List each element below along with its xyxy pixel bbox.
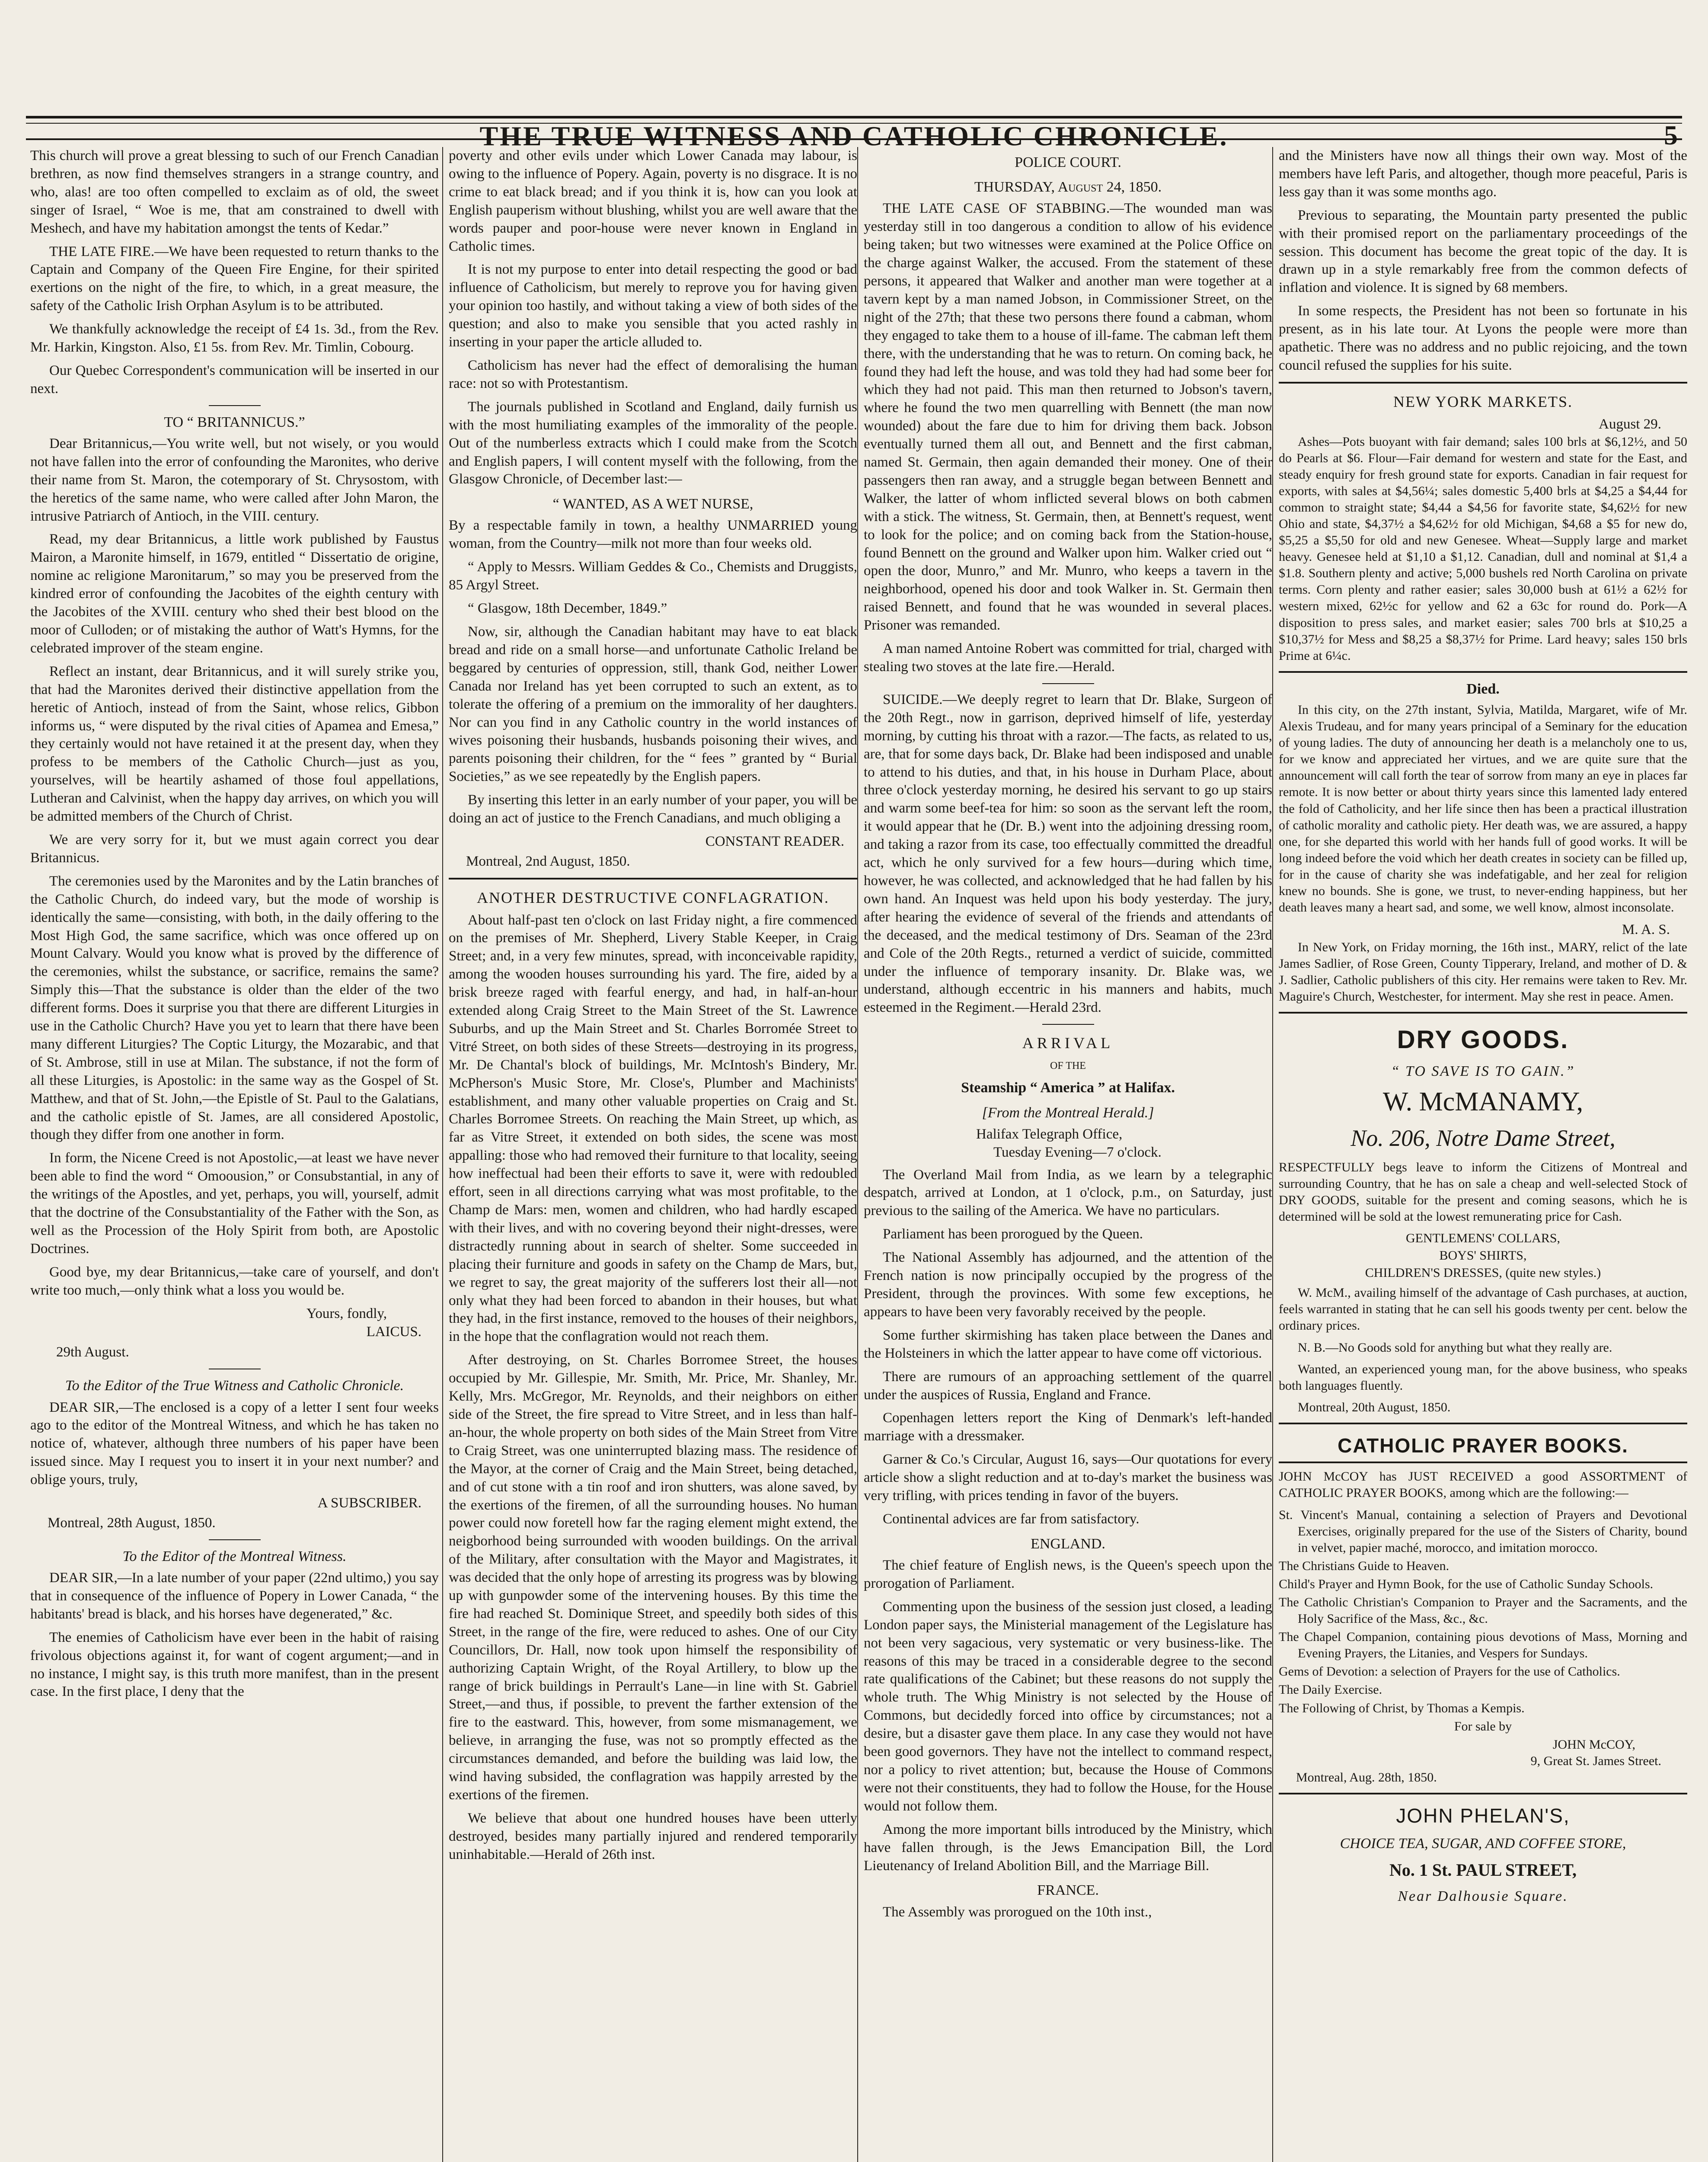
list-item: The Following of Christ, by Thomas a Kempis. [1279, 1701, 1525, 1715]
article-heading: ARRIVAL [1022, 1034, 1114, 1052]
article-paragraph: The Assembly was prorogued on the 10th inst., [883, 1904, 1152, 1920]
letter-paragraph: The enemies of Catholicism have ever been in the habit of raising frivolous objections against it, for want of cogent argument;—and in no instance, I might say, is this truth more manifest, than in the present case. In the first place, I deny that the [30, 1629, 439, 1700]
letter-paragraph: Good bye, my dear Britannicus,—take care of yourself, and don't write too much,—only think what a loss you would be. [30, 1264, 439, 1298]
article-paragraph: Garner & Co.'s Circular, August 16, says—Our quotations for every article show a slight reduction and at to-day's market the business was very trifling, with prices tending in favor of the buyers. [864, 1452, 1272, 1504]
dry-goods-motto: “ TO SAVE IS TO GAIN.” [1391, 1063, 1575, 1080]
masthead [26, 69, 1682, 151]
article-paragraph: Parliament has been prorogued by the Queen. [883, 1226, 1143, 1242]
article-paragraph: About half-past ten o'clock on last Friday night, a fire commenced on the premises of Mr. Shepherd, Livery Stable Keeper, in Craig Street; and, in a very few minutes, spread, with inconceivable rapidity, among the wooden houses surrounding his yard. The fire, aided by a brisk breeze raged with fearful energy, and had, in half-an-hour extended along Craig Street to the Main Street of the St. Lawrence Suburbs, and up the Main Street and St. Charles Borromée Street to Vitré Street, on both sides of these Streets—destroying in its progress, Mr. De Chantal's block of buildings, Mr. McIntosh's Bindery, Mr. McPherson's Music Store, Mr. Close's, Plumber and Machinists' establishment, and many other valuable properties on Craig and St. Charles Borromee Streets. On reaching the Main Street, up which, as far as Vitre Street, it extended on both sides, the scene was most appalling: those who had removed their furniture to that locality, seeing how ineffectual had been their efforts to save it, were with redoubled effort, seen in all directions carrying what was most profitable, to the Champ de Mars: men, women and children, who had hardly escaped with their lives, and with no covering beyond their night-dresses, were distractedly running about in search of shelter. Some succeeded in placing their furniture and goods in safety on the Champ de Mars, but, we regret to say, the great majority of the sufferers lost their all—not only what they had been forced to abandon in their houses, but what they had, in the first instance, removed to the houses of their neighbors, in the hope that the conflagration would not reach them. [449, 912, 857, 1345]
markets-report: Ashes—Pots buoyant with fair demand; sales 100 brls at $6,12½, and 50 do Pearls at $6. Flour—Fair demand for western and state for the East, and steady enquiry for fresh ground state for exports. Canadian in fair request for exports, with sales at $4,56¼; sales domestic 5,400 brls at $4,25 a $4,44 for common to straight state; $4,44 a $4,56 for favorite state, $4,62½ for new Ohio and state, $4,37½ a $4,62½ for old Michigan, $4,68 a $5 for new do, $5,25 a $5,50 for old and new Genesee. Wheat—Supply large and market heavy. Genesee held at $1,10 a $1,12. Canadian, dull and nominal at $1,4 a $1.8. Southern plenty and active; 5,000 bushels red North Carolina on private terms. Corn plenty and rather easier; sales 30,000 bush at 61½ a 62½ for western mixed, 62½c for yellow and 62 a 63c for round do. Pork—A disposition to press sales, and market easier; sales 700 brls at $10,25 a $10,37½ for Mess and $8,25 a $8,37½ for Prime. Lard heavy; sales 150 brls Prime at 6¼c. [1279, 434, 1687, 663]
dry-goods-address: No. 206, Notre Dame Street, [1350, 1125, 1615, 1151]
article-separator [209, 405, 261, 406]
phelan-address: No. 1 St. PAUL STREET, [1389, 1860, 1577, 1880]
article-separator [1042, 1024, 1094, 1025]
letter-paragraph: By inserting this letter in an early number of your paper, you will be doing an act of justice to the French Canadians, and much obliging a [449, 792, 857, 826]
article-paragraph: The National Assembly has adjourned, and the attention of the French nation is now principally occupied by the progress of the President, through the provinces. With some few exceptions, he appears to have been very favorably received by the people. [864, 1250, 1272, 1320]
dry-goods-text: RESPECTFULLY begs leave to inform the Citizens of Montreal and surrounding Country, that he has on sale a cheap and well-selected Stock of DRY GOODS, suitable for the present and coming seasons, which he is determined will be sold at the lowest remunerating price for Cash. [1279, 1160, 1687, 1224]
letter-paragraph: We are very sorry for it, but we must again correct you dear Britannicus. [30, 832, 439, 866]
prayer-books-seller: JOHN McCOY, [1552, 1737, 1635, 1752]
ad-separator [1279, 1012, 1687, 1014]
list-item: The Chapel Companion, containing pious devotions of Mass, Morning and Evening Prayers, the Litanies, and Vespers for Sundays. [1279, 1630, 1687, 1661]
article-paragraph: After destroying, on St. Charles Borromee Street, the houses occupied by Mr. Gillespie, Mr. Smith, Mr. Price, Mr. Shanley, Mr. Kelly, Mrs. McGregor, Mr. Reynolds, and their neighbors on either side of the Street, the fire spread to Vitre Street, and in less than half-an-hour, the whole property on both sides of the Main Street from Vitre to Craig Street, was one uninterrupted blazing mass. The residence of the Mayor, at the corner of Craig and the Main Street, being detached, and of cut stone with a tin roof and iron shutters, was alone saved, by the exertions of the firemen, of all the surrounding houses. No human power could now foretell how far the raging element might extend, the neigborhood being surrounded with wooden buildings. On the arrival of the Military, after consultation with the Mayor and Magistrates, it was decided that the only hope of arresting its progress was by blowing up with gunpowder some of the intervening houses. By this time the fire had reached St. Dominique Street, and speedily both sides of this Street, in the range of the fire, were reduced to ashes. One of our City Councillors, Dr. Hall, now took upon himself the responsibility of authorizing Captain Wright, of the Royal Artillery, to blow up the range of brick buildings in Perrault's Lane—in line with St. Gabriel Street,—and thus, if possible, to prevent the farther extension of the fire to the eastward. This, however, from some mismanagement, we believe, in arranging the fuse, was not so promptly effected as the circumstances demanded, and before the building was laid low, the wind having subsided, the conflagration was happily arrested by the exertions of the firemen. [449, 1352, 857, 1803]
article-separator [1042, 683, 1094, 684]
letter-paragraph: Reflect an instant, dear Britannicus, and it will surely strike you, that had the Maronites derived their distinctive appellation from the heretic of Antioch, instead of from the Saint, whose relics, Gibbon informs us, “ were disputed by the rival cities of Apamea and Emesa,” they certainly would not have retained it at the present day, when they profess to be members of the Catholic Church—just as you, yourselves, will be heartily ashamed of those foul appellations, Lutheran and Calvinist, when the happy day arrives, on which you will be admitted members of the Church of Christ. [30, 663, 439, 825]
dry-goods-title: DRY GOODS. [1397, 1026, 1569, 1054]
letter-date: Montreal, 2nd August, 1850. [466, 853, 630, 869]
prayer-books-address: 9, Great St. James Street. [1530, 1753, 1661, 1768]
ad-separator [1279, 1462, 1687, 1463]
list-item: St. Vincent's Manual, containing a selection of Prayers and Devotional Exercises, originally prepared for the use of the Sisters of Charity, bound in velvet, papier maché, morocco, and imitation morocco. [1279, 1507, 1687, 1555]
dry-goods-item: GENTLEMENS' COLLARS, [1405, 1231, 1561, 1245]
article-paragraph: There are rumours of an approaching settlement of the quarrel under the auspices of Russia, England and France. [864, 1369, 1272, 1403]
quoted-ad-apply: “ Apply to Messrs. William Geddes & Co., Chemists and Druggists, 85 Argyl Street. [449, 559, 857, 593]
obituary-heading: Died. [1466, 681, 1500, 697]
article-paragraph: Copenhagen letters report the King of Denmark's left-handed marriage with a dressmaker. [864, 1410, 1272, 1444]
article-paragraph: This church will prove a great blessing to such of our French Canadian brethren, as now find themselves strangers in a strange country, and who, alas! are too often compelled to exclaim as of old, the sweet singer of Israel, “ Woe is me, that am constrained to dwell with Meshech, and have my habitation amongst the tents of Kedar.” [30, 148, 439, 236]
list-item: The Daily Exercise. [1279, 1682, 1382, 1697]
letter-paragraph: It is not my purpose to enter into detail respecting the good or bad influence of Catholicism, but merely to reprove you for having given your opinion too hastily, and without taking a view of both sides of the question; and also to make you sensible that you acted rashly in inserting in your paper the article alluded to. [449, 262, 857, 350]
letter-heading: TO “ BRITANNICUS.” [164, 414, 305, 430]
article-suicide: SUICIDE.—We deeply regret to learn that Dr. Blake, Surgeon of the 20th Regt., now in garrison, deprived himself of life, yesterday morning, by cutting his throat with a razor.—The facts, as related to us, are, that for some days back, Dr. Blake had been indisposed and unable to attend to his duties, and that, in his house in Durham Place, about three o'clock yesterday morning, he desired his servant to go up stairs and warm some beef-tea for him: so soon as the servant left the room, it would appear that he (Dr. B.) went into the adjoining dressing room, and taking a razor from its case, too effectually committed the dreadful act, which he only survived for a few hours—during which time, however, he was collected, and acknowledged that he had fallen by his own hand. An Inquest was held upon his body yesterday. The jury, after hearing the evidence of several of the friends and attendants of the deceased, and the medical testimony of Drs. Seaman of the 23rd and Cole of the 20th Regts., returned a verdict of suicide, committed under the influence of temporary insanity. Dr. Blake was, we understand, although eccentric in his manners and habits, much esteemed in the Regiment.—Herald 23rd. [864, 691, 1272, 1016]
dry-goods-wanted: Wanted, an experienced young man, for the above business, who speaks both languages fluently. [1279, 1362, 1687, 1393]
dry-goods-item: CHILDREN'S DRESSES, (quite new styles.) [1365, 1266, 1601, 1280]
letter-paragraph: poverty and other evils under which Lower Canada may labour, is owing to the influence of Popery. Again, poverty is no disgrace. It is no crime to eat black bread; and if you think it is, how can you look at English pauperism without blushing, whilst you are well aware that the words pauper and poor-house were never known in England in Catholic times. [449, 148, 857, 254]
article-heading: FRANCE. [1037, 1882, 1099, 1899]
column-1 [30, 147, 439, 1706]
phelan-store: CHOICE TEA, SUGAR, AND COFFEE STORE, [1340, 1836, 1626, 1852]
phelan-near: Near Dalhousie Square. [1398, 1888, 1568, 1905]
article-separator [449, 878, 857, 880]
article-receipt: We thankfully acknowledge the receipt of £4 1s. 3d., from the Rev. Mr. Harkin, Kingston. Also, £1 5s. from Rev. Mr. Timlin, Cobourg. [30, 321, 439, 355]
prayer-books-sale: For sale by [1454, 1719, 1512, 1733]
quoted-ad-heading: “ WANTED, AS A WET NURSE, [552, 496, 753, 512]
prayer-books-intro: JOHN McCOY has JUST RECEIVED a good ASSORTMENT of CATHOLIC PRAYER BOOKS, among which are the following:— [1279, 1469, 1687, 1500]
dry-goods-merchant: W. McMANAMY, [1382, 1087, 1583, 1117]
markets-date: August 29. [1599, 416, 1661, 432]
letter-paragraph: The journals published in Scotland and England, daily furnish us with the most humiliating examples of the immorality of the people. Out of the numberless extracts which I could make from the Scotch and English papers, I will content myself with the following, from the Glasgow Chronicle, of December last:— [449, 399, 857, 487]
article-subheading: Steamship “ America ” at Halifax. [961, 1080, 1175, 1096]
article-paragraph: The chief feature of English news, is the Queen's speech upon the prorogation of Parliament. [864, 1558, 1272, 1591]
letter-signoff: Yours, fondly, [306, 1305, 387, 1321]
letter-signature: LAICUS. [366, 1324, 421, 1340]
letter-signature: CONSTANT READER. [705, 833, 844, 849]
prayer-books-title: CATHOLIC PRAYER BOOKS. [1338, 1434, 1628, 1457]
dry-goods-text: W. McM., availing himself of the advantage of Cash purchases, at auction, feels warranted in stating that he can sell his goods twenty per cent. below the ordinary prices. [1279, 1286, 1687, 1333]
article-source: [From the Montreal Herald.] [982, 1104, 1154, 1121]
article-separator [1279, 382, 1687, 384]
newspaper-title: THE TRUE WITNESS AND CATHOLIC CHRONICLE. [479, 121, 1229, 151]
article-dateline: Tuesday Evening—7 o'clock. [993, 1144, 1162, 1160]
quoted-ad-date: “ Glasgow, 18th December, 1849.” [468, 601, 667, 617]
article-subheading: OF THE [1050, 1060, 1086, 1071]
column-2 [449, 147, 857, 1869]
article-heading: ENGLAND. [1031, 1535, 1105, 1552]
ad-separator [1279, 1793, 1687, 1794]
article-paragraph: A man named Antoine Robert was committed for trial, charged with stealing two stoves at the late fire.—Herald. [864, 641, 1272, 675]
obituary-paragraph: In this city, on the 27th instant, Sylvia, Matilda, Margaret, wife of Mr. Alexis Trudeau, and for many years principal of a Seminary for the education of young ladies. The duty of announcing her death is a melancholy one to us, for we know and appreciated her virtues, and we are quite sure that the announcement will call forth the tear of sorrow from many an eye in places far remote. It is now better or about thirty years since this lamented lady entered the fold of Catholicity, and her life since then has been a practical illustration of catholic morality and catholic piety. Her death was, we are assured, a happy one, for she departed this world with her hands full of good works. It will be long indeed before the void which her death creates in society can be filled up, for in the cause of charity she was indefatigable, and her zeal for religion knew no bounds. She is gone, we trust, to never-ending happiness, but her death leaves many a heart sad, and some, we well know, almost inconsolate. [1279, 702, 1687, 915]
article-date: THURSDAY, August 24, 1850. [974, 179, 1162, 195]
column-divider [857, 147, 858, 2162]
list-item: Child's Prayer and Hymn Book, for the use of Catholic Sunday Schools. [1279, 1577, 1654, 1591]
obituary-paragraph: In New York, on Friday morning, the 16th inst., MARY, relict of the late James Sadlier, of Rose Green, County Tipperary, Ireland, and mother of D. & J. Sadlier, Catholic publishers of this city. Her remains were taken to Rev. Mr. Maguire's Church, Westchester, for interment. May she rest in peace. Amen. [1279, 940, 1687, 1004]
article-heading: POLICE COURT. [1015, 154, 1121, 170]
letter-paragraph: Dear Britannicus,—You write well, but not wisely, or you would not have fallen into the error of confounding the Maronites, who derive their name from St. Maron, the cotemporary of St. Chrysostom, with the heretics of the same name, who were called after John Maron, the intrusive Patriarch of Antioch, in the VIII. century. [30, 435, 439, 524]
letter-paragraph: DEAR SIR,—The enclosed is a copy of a letter I sent four weeks ago to the editor of the Montreal Witness, and which he has taken no notice of, whatever, although three numbers of his paper have been issued since. May I request you to insert it in your next number? and oblige yours, truly, [30, 1399, 439, 1488]
article-late-fire: THE LATE FIRE.—We have been requested to return thanks to the Captain and Company of the Queen Fire Engine, for their spirited exertions on the night of the fire, to which, in a great measure, the safety of the Catholic Irish Orphan Asylum is to be attributed. [30, 243, 439, 314]
letter-paragraph: Catholicism has never had the effect of demoralising the human race: not so with Protestantism. [449, 357, 857, 391]
letter-date: Montreal, 28th August, 1850. [48, 1515, 216, 1531]
article-paragraph: and the Ministers have now all things their own way. Most of the members have left Paris, and altogether, though more peaceful, Paris is less gay than it was some months ago. [1279, 148, 1687, 200]
dry-goods-date: Montreal, 20th August, 1850. [1298, 1400, 1451, 1414]
column-3 [864, 147, 1272, 1927]
masthead-rule [26, 116, 1682, 118]
letter-paragraph: The ceremonies used by the Maronites and by the Latin branches of the Catholic Church, do indeed vary, but the mode of worship is identically the same—consisting, with both, in the daily offering to the Most High God, the same sacrifice, which was once offered up on Mount Calvary. Would you know what is proved by the difference of the ceremonies, whilst the substance, or sacrifice, remains the same? Simply this—That the substance is older than the elder of the two different forms. Does it surprise you that there are different Liturgies in use in the Catholic Church? Have you yet to learn that there have been many different Liturgies? The Coptic Liturgy, the Mozarabic, and that of St. Ambrose, still in use at Milan. The substance, if not the form of all these Liturgies, is Apostolic: in the same way as the Gospel of St. Matthew, and that of St. John,—the Epistle of St. Paul to the Galatians, and the catholic epistle of St. James, are all considered Apostolic, though they differ from one another in form. [30, 873, 439, 1143]
article-paragraph: Commenting upon the business of the session just closed, a leading London paper says, the Ministerial management of the Legislature has not been very sagacious, very systematic or very business-like. The reasons of this may be traced in a considerable degree to the second rate qualifications of the Cabinet; but these reasons do not supply the whole truth. The Whig Ministry is not selected by the House of Commons, but decidedly forced into office by circumstances; not a desire, but a disaster gave them place. In any case they would not have been good governors. They have not the intellect to command respect, nor a policy to rivet attention; but, because the House of Commons were not their constituents, they had to follow the House, for the House would not follow them. [864, 1599, 1272, 1814]
letter-paragraph: DEAR SIR,—In a late number of your paper (22nd ultimo,) you say that in consequence of the influence of Popery in Lower Canada, “ the habitants' bread is black, and his horses have degenerated,” &c. [30, 1570, 439, 1622]
article-paragraph: We believe that about one hundred houses have been utterly destroyed, besides many partially injured and rendered temporarily uninhabitable.—Herald of 26th inst. [449, 1810, 857, 1862]
header-divider [26, 138, 1682, 140]
list-item: The Catholic Christian's Companion to Prayer and the Sacraments, and the Holy Sacrifice of the Mass, &c., &c. [1279, 1595, 1687, 1626]
article-paragraph: Some further skirmishing has taken place between the Danes and the Holsteiners in which the latter appear to have come off victorious. [864, 1327, 1272, 1361]
prayer-books-list [1279, 1507, 1687, 1717]
article-separator [1279, 671, 1687, 673]
letter-paragraph: Read, my dear Britannicus, a little work published by Faustus Mairon, a Maronite himself, in 1679, entitled “ Dissertatio de origine, nomine ac religione Maronitarum,” so may you be preserved from the kindred error of confounding the Jacobites of the eighth century with the Jacobites of the XVIII. century who shed their best blood on the moor of Culloden; or of mistaking the author of Watt's Hymns, for the celebrated improver of the steam engine. [30, 531, 439, 656]
column-divider [1272, 147, 1273, 2162]
article-heading: ANOTHER DESTRUCTIVE CONFLAGRATION. [477, 889, 829, 906]
dry-goods-item: BOYS' SHIRTS, [1439, 1248, 1527, 1263]
article-quebec-note: Our Quebec Correspondent's communication will be inserted in our next. [30, 362, 439, 397]
article-paragraph: Previous to separating, the Mountain party presented the public with their promised report on the parliamentary proceedings of the session. This document has become the great topic of the day. It is drawn up in a style remarkably free from the common defects of inflation and violence. It is signed by 68 members. [1279, 207, 1687, 296]
list-item: Gems of Devotion: a selection of Prayers for the use of Catholics. [1279, 1664, 1620, 1679]
prayer-books-date: Montreal, Aug. 28th, 1850. [1296, 1770, 1437, 1785]
letter-paragraph: Now, sir, although the Canadian habitant may have to eat black bread and ride on a small horse—and unfortunate Catholic Ireland be beggared by centuries of oppression, still, thank God, neither Lower Canada nor Ireland has yet been corrupted to such an extent, as to tolerate the offering of a premium on the immorality of her daughters. Nor can you find in any Catholic country in the world instances of wives poisoning their husbands, husbands poisoning their wives, and parents poisoning their children, for the “ fees ” granted by “ Burial Societies,” as we see repeatedly by the English papers. [449, 624, 857, 785]
article-paragraph: Continental advices are far from satisfactory. [883, 1511, 1140, 1527]
article-dateline: Halifax Telegraph Office, [976, 1126, 1123, 1142]
article-paragraph: Among the more important bills introduced by the Ministry, which have fallen through, is the Jews Emancipation Bill, the Lord Lieutenancy of Ireland Abolition Bill, and the Marriage Bill. [864, 1821, 1272, 1874]
list-item: The Christians Guide to Heaven. [1279, 1558, 1449, 1573]
letter-date: 29th August. [56, 1344, 129, 1360]
article-separator [209, 1539, 261, 1540]
letter-signature: A SUBSCRIBER. [317, 1495, 421, 1511]
letter-paragraph: In form, the Nicene Creed is not Apostolic,—at least we have never been able to find the word “ Omoousion,” or Consubstantial, in any of the writings of the Apostles, and yet, perhaps, you will, yourself, admit that the doctrine of the Consubstantiality of the Father with the Son, as well as the Procession of the Holy Spirit from both, are Apostolic Doctrines. [30, 1150, 439, 1257]
letter-heading: To the Editor of the True Witness and Catholic Chronicle. [65, 1378, 404, 1394]
page-number: 5 [1664, 120, 1678, 150]
article-paragraph: In some respects, the President has not been so fortunate in his present, as in his late tour. At Lyons the people were more than apathetic. There was no address and no public rejoicing, and the town council refused the supplies for his suite. [1279, 303, 1687, 373]
phelan-name: JOHN PHELAN'S, [1396, 1804, 1570, 1827]
article-paragraph: THE LATE CASE OF STABBING.—The wounded man was yesterday still in too dangerous a condition to allow of his evidence being taken; but two witnesses were examined at the Police Office on the charge against Walker, the accused. From the statement of these persons, it appeared that Walker and another man were together at a tavern kept by a man named Jobson, in Commissioner Street, on the night of the 27th; that these two persons there found a cabman, whom they engaged to take them to a house of ill-fame. The cabman left them there, with the understanding that he was to return. On coming back, he found they had left the house, and was told they had had some beer for which they had not paid. This man then returned to Jobson's tavern, where he found the two men quarrelling with Bennett (the man now wounded) about the fare due to him for driving them back. Jobson eventually turned them all out, and Bennett and the first cabman, named St. Germain, then again demanded their money. One of their passengers then ran away, and a struggle began between Bennett and Walker, the latter of whom inflicted several blows on both cabmen with a stick. The witness, St. Germain, then, at Bennett's request, went to look for the police; and on coming back from the Station-house, found Bennett on the ground and Walker upon him. Walker cried out “ open the door, Munro,” and Mr. Munro, who keeps a tavern in the neighborhood, opened his door and took Walker in. St. Germain then raised Bennett, and found that he was wounded in several places. Prisoner was remanded. [864, 201, 1272, 633]
obituary-signature: M. A. S. [1622, 922, 1670, 938]
ad-separator [1279, 1423, 1687, 1424]
markets-heading: NEW YORK MARKETS. [1393, 393, 1573, 410]
dry-goods-note: N. B.—No Goods sold for anything but what they really are. [1298, 1340, 1612, 1355]
column-divider [442, 147, 443, 2162]
article-paragraph: The Overland Mail from India, as we learn by a telegraphic despatch, arrived at London, at 1 o'clock, p.m., on Saturday, just previous to the sailing of the America. We have no particulars. [864, 1167, 1272, 1219]
letter-heading: To the Editor of the Montreal Witness. [122, 1548, 347, 1564]
quoted-ad-text: By a respectable family in town, a healthy UNMARRIED young woman, from the Country—milk not more than four weeks old. [449, 518, 857, 552]
column-4 [1279, 147, 1687, 1909]
